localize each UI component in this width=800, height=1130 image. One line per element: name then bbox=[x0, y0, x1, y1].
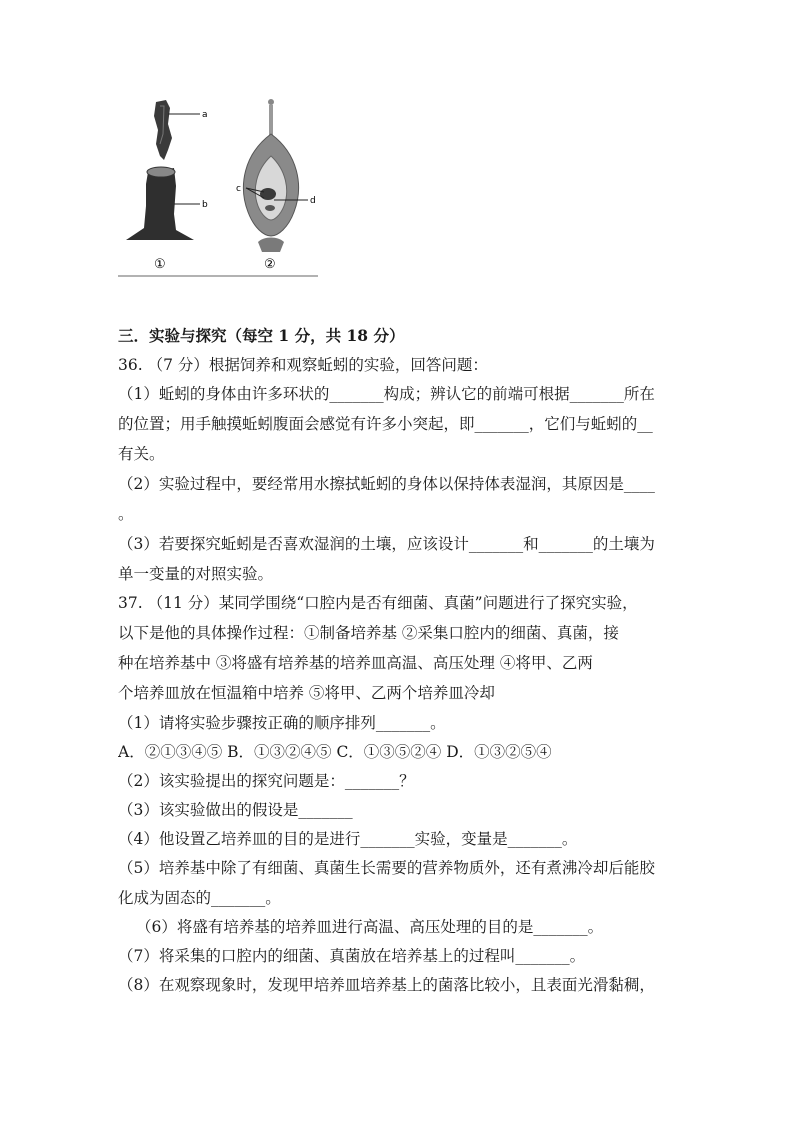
question-37-heading: 37. （11 分）某同学围绕“口腔内是否有细菌、真菌”问题进行了探究实验， bbox=[118, 594, 638, 612]
text-line: （1）请将实验步骤按正确的顺序排列_______。 bbox=[118, 714, 446, 732]
text-line: 以下是他的具体操作过程：①制备培养基 ②采集口腔内的细菌、真菌，接 bbox=[118, 624, 619, 642]
text-line: 有关。 bbox=[118, 445, 165, 463]
text-line: （5）培养基中除了有细菌、真菌生长需要的营养物质外，还有煮沸冷却后能胶 bbox=[118, 859, 655, 877]
flower-section-drawing bbox=[243, 99, 308, 252]
text-line: 个培养皿放在恒温箱中培养 ⑤将甲、乙两个培养皿冷却 bbox=[118, 684, 495, 702]
text-line: （3）若要探究蚯蚓是否喜欢湿润的土壤，应该设计_______和_______的土壤为 bbox=[118, 535, 655, 553]
text-line: 种在培养基中 ③将盛有培养基的培养皿高温、高压处理 ④将甲、乙两 bbox=[118, 654, 593, 672]
text-line: （1）蚯蚓的身体由许多环状的_______构成；辨认它的前端可根据_______所在 bbox=[118, 385, 655, 403]
text-line: （6）将盛有培养基的培养皿进行高温、高压处理的目的是_______。 bbox=[136, 918, 604, 936]
scion-drawing bbox=[154, 100, 200, 160]
stock-drawing bbox=[126, 167, 200, 240]
text-line: （8）在观察现象时，发现甲培养皿培养基上的菌落比较小，且表面光滑黏稠， bbox=[118, 976, 655, 994]
label-d: d bbox=[310, 196, 316, 206]
biology-figure bbox=[118, 94, 318, 280]
text-line: 化成为固态的_______。 bbox=[118, 889, 281, 907]
section-title: 三．实验与探究（每空 1 分，共 18 分） bbox=[118, 326, 405, 345]
text-line: （2）该实验提出的探究问题是：_______？ bbox=[118, 772, 415, 790]
question-text bbox=[118, 322, 708, 1000]
label-b: b bbox=[202, 200, 208, 210]
text-line: 单一变量的对照实验。 bbox=[118, 565, 274, 583]
label-a: a bbox=[202, 110, 208, 120]
text-line: （7）将采集的口腔内的细菌、真菌放在培养基上的过程叫_______。 bbox=[118, 947, 586, 965]
text-line: （3）该实验做出的假设是_______ bbox=[118, 801, 353, 819]
text-line: 的位置；用手触摸蚯蚓腹面会感觉有许多小突起，即_______，它们与蚯蚓的__ bbox=[118, 415, 653, 433]
text-line: （2）实验过程中，要经常用水擦拭蚯蚓的身体以保持体表湿润，其原因是____ bbox=[118, 475, 655, 493]
label-c: c bbox=[236, 184, 241, 194]
figure-drawing bbox=[118, 94, 318, 280]
text-line: 。 bbox=[118, 505, 134, 523]
text-line: （4）他设置乙培养皿的目的是进行_______实验，变量是_______。 bbox=[118, 830, 578, 848]
answer-options: A．②①③④⑤ B．①③②④⑤ C．①③⑤②④ D．①③②⑤④ bbox=[118, 743, 552, 761]
caption-left: ① bbox=[154, 257, 166, 272]
question-36-heading: 36. （7 分）根据饲养和观察蚯蚓的实验，回答问题： bbox=[118, 356, 488, 374]
caption-right: ② bbox=[264, 257, 276, 272]
